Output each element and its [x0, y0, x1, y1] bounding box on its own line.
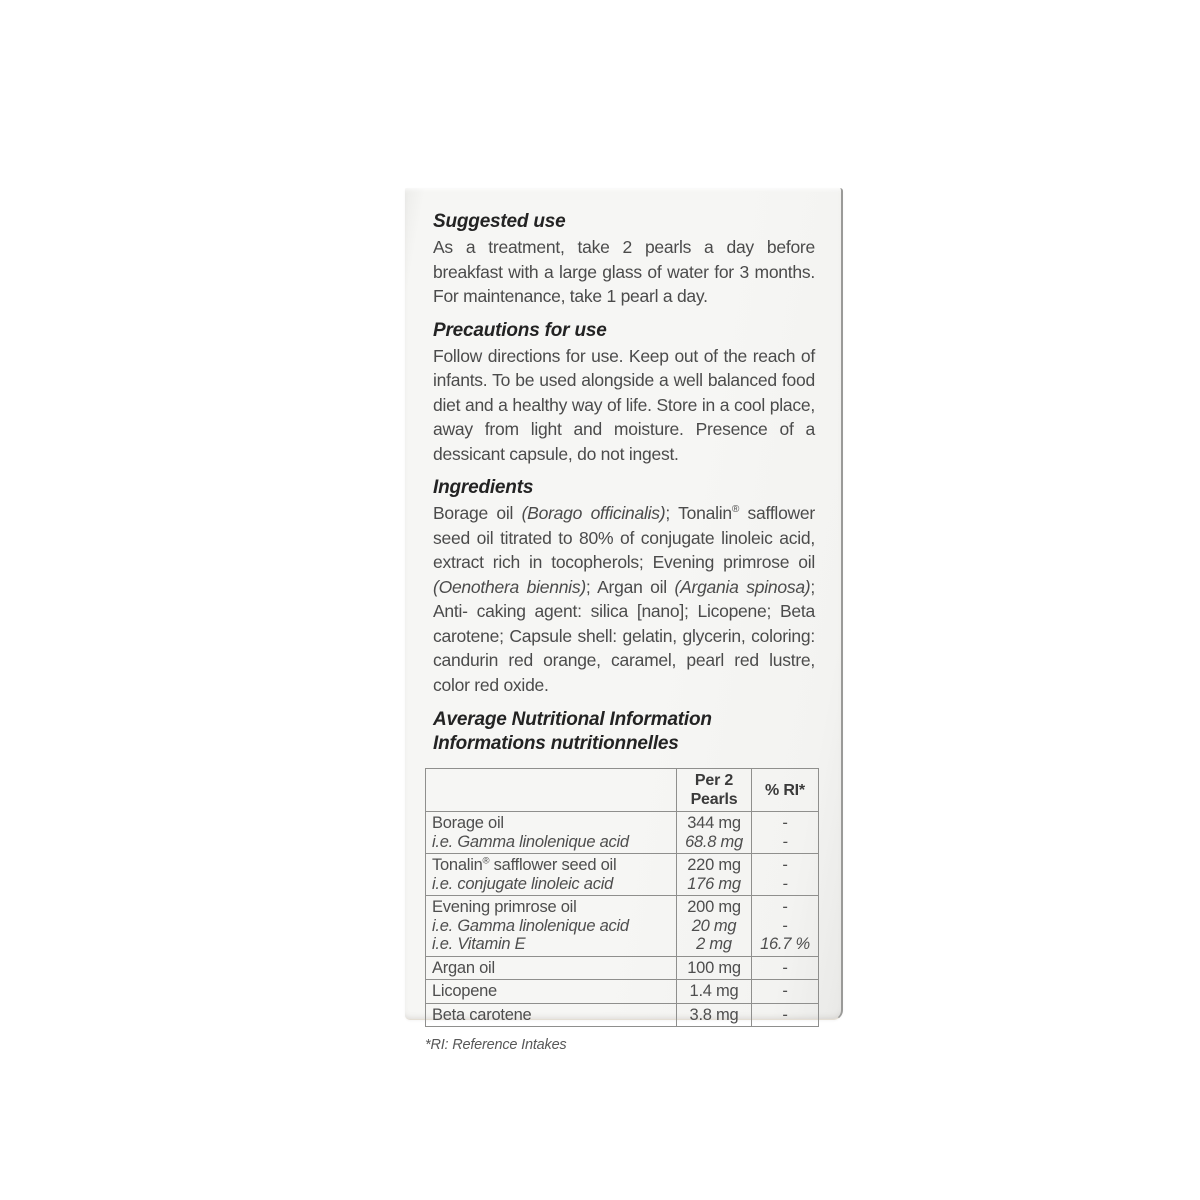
- ingredients-heading: Ingredients: [433, 477, 534, 498]
- ingredients-text-segment: Borage oil: [433, 503, 522, 523]
- cell-per2: [677, 812, 752, 854]
- cell-ri: [752, 896, 819, 957]
- ingredients-text-segment: ; Tonalin® safflower seed oil titrated to 80% of conjugate linoleic acid, extract rich in tocopherols; Evening primrose oil: [433, 503, 815, 572]
- precautions-body: Follow directions for use. Keep out of the reach of infants. To be used alongside a well balanced food diet and a healthy way of life. Store in a cool place, away from light and moisture. Presence of a dessicant capsule, do not ingest.: [433, 345, 815, 464]
- cell-line: i.e. Vitamin E: [432, 935, 526, 953]
- header-per-2-pearls: Per 2 Pearls: [677, 769, 752, 812]
- ingredients-text-segment: (Borago officinalis): [521, 503, 666, 523]
- nutrition-table-header-row: [426, 769, 819, 812]
- cell-ri: [752, 1003, 819, 1027]
- section-ingredients: [433, 477, 815, 697]
- cell-name: [426, 812, 677, 854]
- nutrition-title-english: Average Nutritional Information: [433, 709, 712, 730]
- cell-ri: [752, 980, 819, 1004]
- cell-ri: [752, 956, 819, 980]
- cell-line: Argan oil: [432, 958, 495, 977]
- section-precautions: [433, 320, 815, 467]
- label-content: [425, 211, 815, 1053]
- cell-line: Tonalin® safflower seed oil: [432, 855, 617, 874]
- cell-line: Beta carotene: [432, 1005, 532, 1024]
- ingredients-body: [433, 501, 815, 697]
- cell-line: -: [782, 814, 788, 832]
- cell-line: i.e. Gamma linolenique acid: [432, 916, 629, 935]
- nutrition-table-row: [426, 896, 819, 957]
- cell-line: -: [782, 1005, 788, 1024]
- nutrition-table-row: [426, 1003, 819, 1027]
- cell-line: 176 mg: [687, 874, 741, 893]
- cell-line: Evening primrose oil: [432, 898, 577, 916]
- ingredients-text-segment: (Argania spinosa): [674, 576, 811, 597]
- cell-line: 200 mg: [687, 898, 741, 916]
- cell-line: 68.8 mg: [685, 832, 743, 851]
- cell-line: -: [782, 958, 788, 977]
- cell-line: Borage oil: [432, 814, 504, 832]
- ingredients-text-segment: (Oenothera biennis): [433, 576, 586, 597]
- cell-per2: [677, 896, 752, 957]
- cell-line: i.e. conjugate linoleic acid: [432, 874, 614, 893]
- cell-line: Licopene: [432, 982, 497, 1000]
- cell-line: 20 mg: [691, 916, 737, 935]
- cell-line: 344 mg: [687, 814, 741, 832]
- nutrition-table-row: [426, 956, 819, 980]
- ingredients-text-segment: ; Argan oil: [585, 576, 675, 597]
- cell-per2: [677, 980, 752, 1004]
- nutrition-heading-block: [433, 708, 815, 756]
- cell-ri: [752, 812, 819, 854]
- cell-name: [426, 980, 677, 1004]
- cell-line: 100 mg: [687, 958, 741, 977]
- cell-name: [426, 854, 677, 896]
- cell-ri: [752, 854, 819, 896]
- cell-line: -: [782, 874, 788, 893]
- ri-footnote: *RI: Reference Intakes: [425, 1037, 567, 1053]
- cell-line: -: [782, 898, 788, 916]
- nutrition-table-row: [426, 854, 819, 896]
- cell-name: [426, 956, 677, 980]
- cell-name: [426, 896, 677, 957]
- cell-line: -: [782, 916, 788, 935]
- header-percent-ri: % RI*: [752, 769, 819, 812]
- cell-line: -: [782, 856, 788, 874]
- cell-line: 220 mg: [687, 856, 741, 874]
- cell-name: [426, 1003, 677, 1027]
- precautions-heading: Precautions for use: [433, 319, 607, 341]
- suggested-use-heading: Suggested use: [433, 211, 566, 232]
- nutrition-table-row: [426, 980, 819, 1004]
- cell-line: 1.4 mg: [689, 982, 739, 1000]
- nutrition-table-row: [426, 812, 819, 854]
- cell-per2: [677, 1003, 752, 1027]
- cell-per2: [677, 956, 752, 980]
- supplement-box-back-panel: [405, 188, 843, 1053]
- nutrition-title-french: Informations nutritionnelles: [433, 733, 679, 754]
- nutrition-table: [425, 768, 819, 1027]
- cell-line: 2 mg: [696, 935, 732, 953]
- suggested-use-body: As a treatment, take 2 pearls a day before breakfast with a large glass of water for 3 months. For maintenance, take 1 pearl a day.: [433, 237, 815, 306]
- cell-line: i.e. Gamma linolenique acid: [432, 832, 629, 851]
- cell-line: 16.7 %: [760, 935, 810, 953]
- header-blank-cell: [426, 769, 677, 812]
- ingredients-text-segment: ; Anti- caking agent: silica [nano]; Licopene; Beta carotene; Capsule shell: gelatin, glycerin, coloring: candurin red orange, caramel, pearl red lustre, color red oxide.: [433, 576, 815, 695]
- section-suggested-use: [433, 211, 815, 309]
- cell-line: -: [782, 982, 788, 1000]
- cell-line: -: [782, 832, 788, 851]
- cell-line: 3.8 mg: [689, 1005, 739, 1024]
- cell-per2: [677, 854, 752, 896]
